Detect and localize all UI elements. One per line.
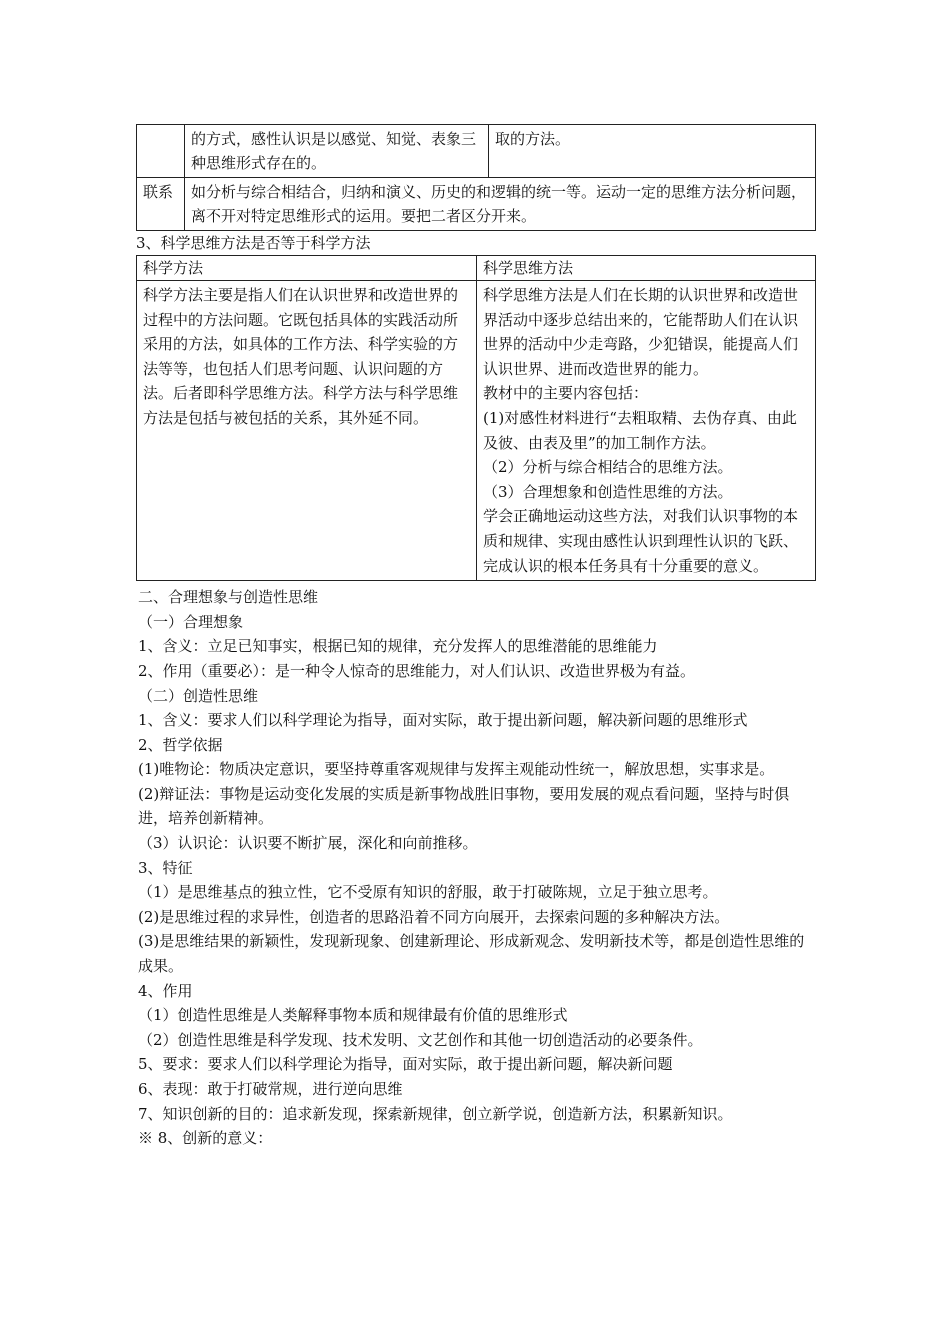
table-cell: 的方式，感性认识是以感觉、知觉、表象三种思维形式存在的。	[185, 125, 489, 178]
paragraph: (3)是思维结果的新颖性，发现新现象、创建新理论、形成新观念、发明新技术等，都是创造性思维的成果。	[138, 932, 805, 976]
table-row	[137, 125, 816, 178]
table-row	[137, 178, 816, 231]
paragraph: 4、作用	[138, 981, 193, 1000]
section-heading: 3、科学思维方法是否等于科学方法	[136, 234, 371, 252]
paragraph: （一）合理想象	[138, 612, 244, 631]
paragraph: （2）创造性思维是科学发现、技术发明、文艺创作和其他一切创造活动的必要条件。	[138, 1030, 703, 1049]
paragraph: 7、知识创新的目的：追求新发现，探索新规律，创立新学说，创造新方法，积累新知识。	[138, 1104, 733, 1123]
paragraph: 6、表现：敢于打破常规，进行逆向思维	[138, 1080, 403, 1098]
body-text	[138, 585, 816, 1151]
document-page	[136, 124, 816, 1151]
paragraph: 2、作用（重要必）：是一种令人惊奇的思维能力，对人们认识、改造世界极为有益。	[138, 661, 696, 680]
paragraph: 1、含义：要求人们以科学理论为指导，面对实际，敢于提出新问题，解决新问题的思维形式	[138, 711, 748, 730]
table-header-row	[137, 256, 816, 281]
cell-paragraph: (1)对感性材料进行“去粗取精、去伪存真、由此及彼、由表及里”的加工制作方法。	[483, 408, 797, 452]
method-comparison-table	[136, 255, 816, 581]
paragraph: （1）是思维基点的独立性，它不受原有知识的舒服，敢于打破陈规，立足于独立思考。	[138, 883, 718, 902]
paragraph: （1）创造性思维是人类解释事物本质和规律最有价值的思维形式	[138, 1006, 568, 1025]
cell-paragraph: （3）合理想象和创造性思维的方法。	[483, 482, 733, 501]
paragraph: 5、要求：要求人们以科学理论为指导，面对实际，敢于提出新问题，解决新问题	[138, 1055, 673, 1074]
cell-paragraph: 科学思维方法是人们在长期的认识世界和改造世界活动中逐步总结出来的，它能帮助人们在认识世界的活动中少走弯路，少犯错误，能提高人们认识世界、进而改造世界的能力。	[483, 286, 799, 378]
cell-paragraph: （2）分析与综合相结合的思维方法。	[483, 458, 733, 477]
table-cell: 科学方法主要是指人们在认识世界和改造世界的过程中的方法问题。它既包括具体的实践活动所采用的方法，如具体的工作方法、科学实验的方法等等，也包括人们思考问题、认识问题的方法。后者即科学思维方法。科学方法与科学思维方法是包括与被包括的关系，其外延不同。	[137, 281, 477, 581]
paragraph: (2)是思维过程的求异性，创造者的思路沿着不同方向展开，去探索问题的多种解决方法。	[138, 907, 730, 926]
column-header: 科学方法	[137, 256, 477, 281]
table-cell: 如分析与综合相结合，归纳和演义、历史的和逻辑的统一等。运动一定的思维方法分析问题，离不开对特定思维形式的运用。要把二者区分开来。	[185, 178, 816, 231]
paragraph: （二）创造性思维	[138, 686, 259, 705]
paragraph: 二、合理想象与创造性思维	[138, 588, 319, 607]
table-cell	[477, 281, 816, 581]
paragraph: （3）认识论：认识要不断扩展，深化和向前推移。	[138, 834, 478, 853]
paragraph: (1)唯物论：物质决定意识，要坚持尊重客观规律与发挥主观能动性统一，解放思想，实事求是。	[138, 760, 775, 779]
column-header: 科学思维方法	[477, 256, 816, 281]
table-cell: 取的方法。	[489, 125, 816, 178]
paragraph: 1、含义：立足已知事实，根据已知的规律，充分发挥人的思维潜能的思维能力	[138, 637, 658, 656]
table-cell-label: 联系	[137, 178, 185, 231]
paragraph: (2)辩证法：事物是运动变化发展的实质是新事物战胜旧事物，要用发展的观点看问题，坚持与时俱进，培养创新精神。	[138, 784, 790, 828]
table-cell-label	[137, 125, 185, 178]
paragraph: 3、特征	[138, 858, 193, 877]
table-row	[137, 281, 816, 581]
cell-paragraph: 教材中的主要内容包括：	[483, 384, 649, 403]
cell-paragraph: 学会正确地运动这些方法，对我们认识事物的本质和规律、实现由感性认识到理性认识的飞跃、完成认识的根本任务具有十分重要的意义。	[483, 507, 799, 575]
paragraph: 2、哲学依据	[138, 735, 223, 754]
paragraph: ※ 8、创新的意义：	[138, 1129, 273, 1148]
comparison-table-continued	[136, 124, 816, 231]
